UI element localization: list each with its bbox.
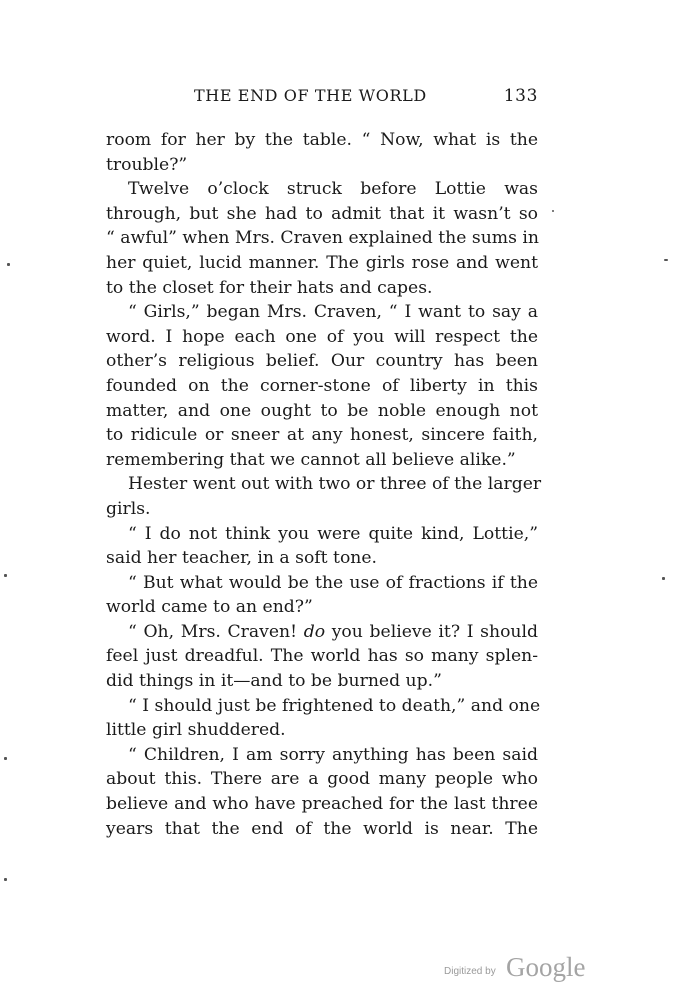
text-line: “ I should just be frightened to death,” and one xyxy=(128,695,541,716)
text-line: “ Girls,” began Mrs. Craven, “ I want to say a xyxy=(128,302,538,323)
text-line xyxy=(106,620,538,645)
scan-speck xyxy=(4,878,7,881)
text-line: through, but she had to admit that it wasn’t so xyxy=(106,203,538,224)
text-line: years that the end of the world is near. The xyxy=(106,818,538,839)
text-line: girls. xyxy=(106,498,151,519)
text-line: “ I do not think you were quite kind, Lottie,” xyxy=(128,523,538,544)
text-line: founded on the corner-stone of liberty in this xyxy=(106,375,538,396)
text-line: feel just dreadful. The world has so many splen- xyxy=(106,646,538,667)
scan-speck xyxy=(4,574,7,577)
text-line: to ridicule or sneer at any honest, sincere faith, xyxy=(106,425,538,446)
text-line: world came to an end?” xyxy=(106,597,313,618)
google-logo: Google xyxy=(506,952,586,982)
text-segment: “ Oh, Mrs. Craven! xyxy=(128,621,304,642)
text-line: “ Children, I am sorry anything has been said xyxy=(128,744,538,765)
text-line: to the closet for their hats and capes. xyxy=(106,277,433,298)
running-title: THE END OF THE WORLD xyxy=(194,86,427,105)
text-line: other’s religious belief. Our country has been xyxy=(106,351,538,372)
page-number: 133 xyxy=(503,86,538,106)
text-line: room for her by the table. “ Now, what is the xyxy=(106,130,538,150)
text-line: matter, and one ought to be noble enough not xyxy=(106,400,538,421)
text-line: did things in it—and to be burned up.” xyxy=(106,671,442,692)
digitized-by-label: Digitized by xyxy=(444,966,496,977)
scan-speck xyxy=(7,263,10,266)
text-segment: you believe it? I should xyxy=(325,621,538,642)
text-line: believe and who have preached for the last three xyxy=(106,794,538,815)
text-line: “ awful” when Mrs. Craven explained the sums in xyxy=(106,228,539,249)
running-head xyxy=(108,86,538,110)
text-line: her quiet, lucid manner. The girls rose and went xyxy=(106,252,538,273)
text-line: Hester went out with two or three of the larger xyxy=(128,474,542,495)
text-line: little girl shuddered. xyxy=(106,720,286,741)
google-watermark xyxy=(444,952,594,986)
text-line: about this. There are a good many people who xyxy=(106,769,538,790)
emphasis-text: do xyxy=(303,621,326,642)
scan-speck xyxy=(552,210,554,212)
text-line: word. I hope each one of you will respect the xyxy=(106,326,538,347)
text-line: Twelve o’clock struck before Lottie was xyxy=(128,179,538,200)
text-line: remembering that we cannot all believe alike.” xyxy=(106,449,516,470)
scan-speck xyxy=(662,577,665,580)
scan-speck xyxy=(4,757,7,760)
text-line: said her teacher, in a soft tone. xyxy=(106,548,377,569)
scan-speck xyxy=(664,259,668,261)
text-line: “ But what would be the use of fractions if the xyxy=(128,572,538,593)
body-text xyxy=(106,128,542,841)
text-line: trouble?” xyxy=(106,154,188,175)
